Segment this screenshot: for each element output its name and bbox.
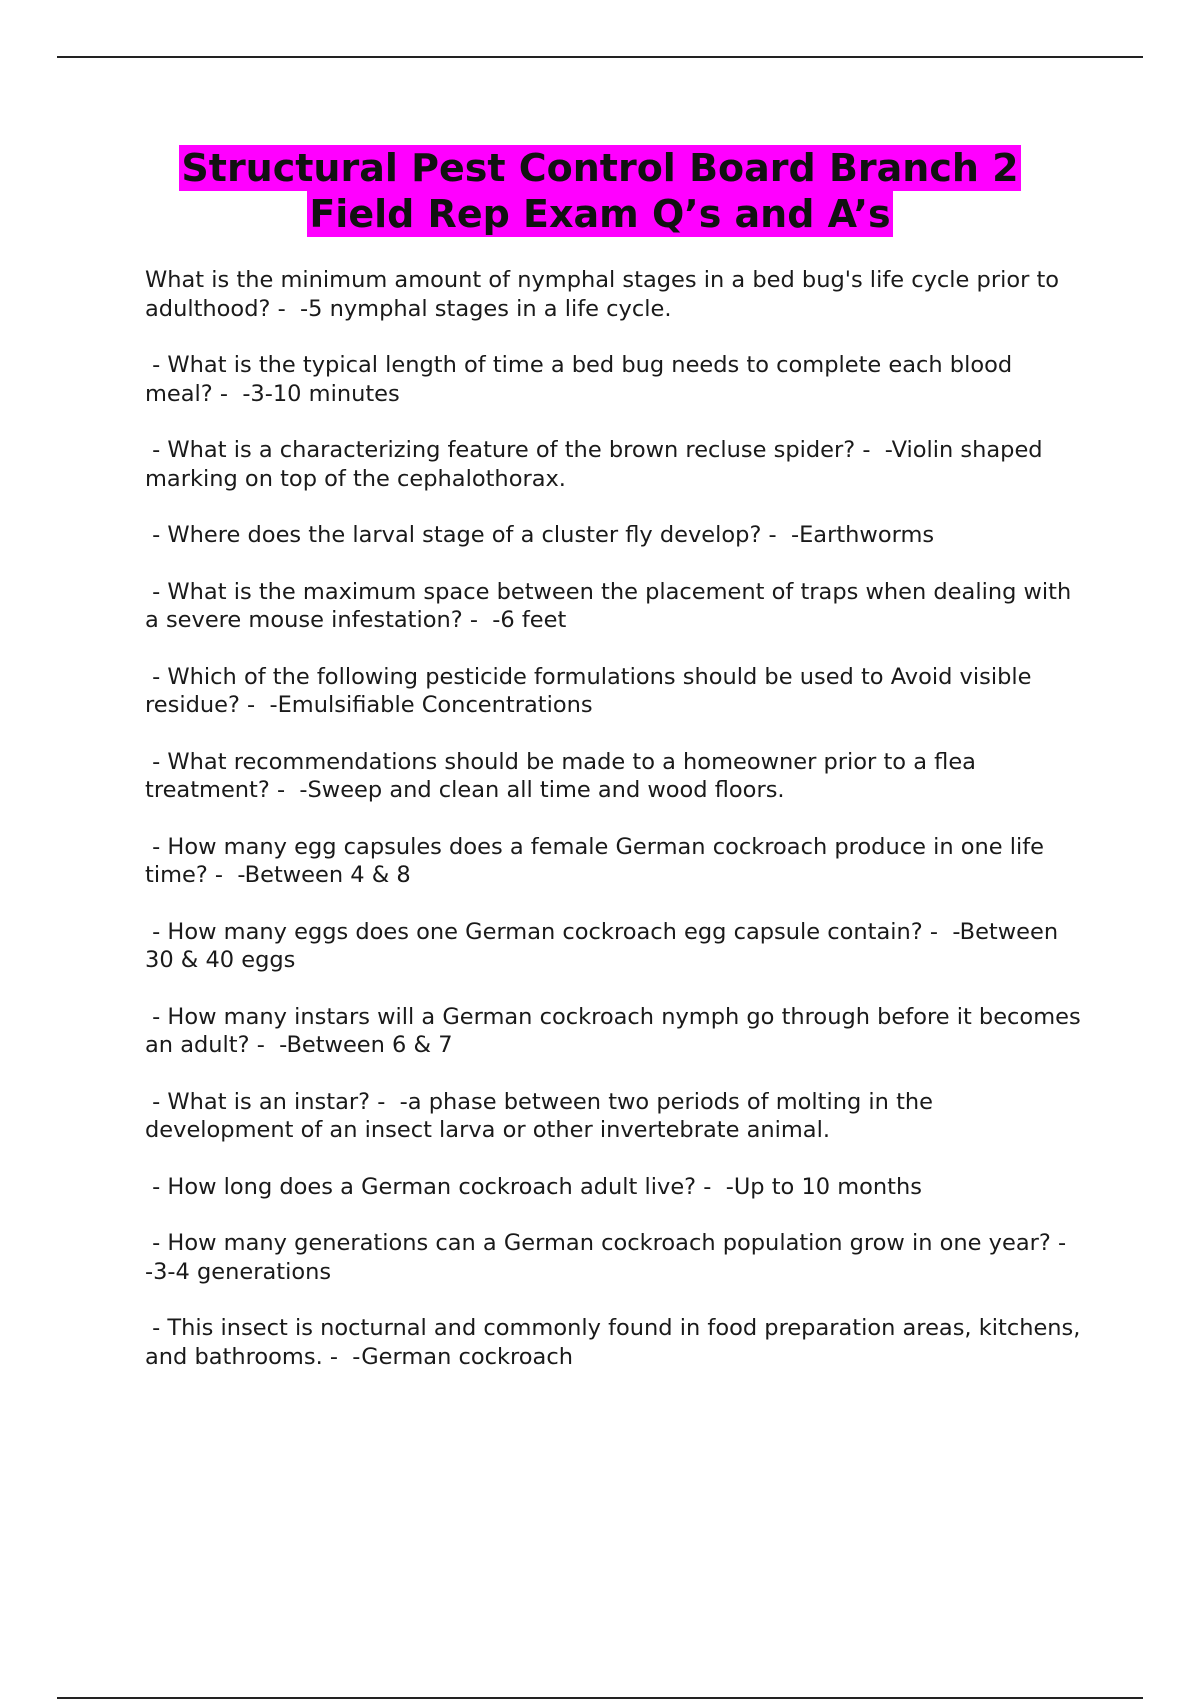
qa-list [145, 266, 1088, 1399]
qa-item: - Where does the larval stage of a cluster fly develop? - -Earthworms [145, 522, 935, 548]
qa-item: - How many instars will a German cockroach nymph go through before it becomes an adult? - -Between 6 & 7 [145, 1003, 1088, 1058]
qa-item: - How many egg capsules does a female German cockroach produce in one life time? - -Between 4 & 8 [145, 833, 1052, 888]
qa-item: - What is a characterizing feature of the brown recluse spider? - -Violin shaped marking on top of the cephalothorax. [145, 437, 1050, 492]
footer-rule [57, 1697, 1143, 1699]
qa-item: - What is the maximum space between the placement of traps when dealing with a severe mouse infestation? - -6 feet [145, 578, 1079, 633]
qa-item: - How many generations can a German cockroach population grow in one year? - -3-4 generations [145, 1230, 1081, 1285]
title-line-1: Structural Pest Control Board Branch 2 [181, 146, 1019, 190]
document-title [0, 145, 1200, 237]
qa-item: - What is the typical length of time a bed bug needs to complete each blood meal? - -3-10 minutes [145, 352, 1020, 407]
qa-item: - What is an instar? - -a phase between two periods of molting in the development of an insect larva or other invertebrate animal. [145, 1088, 941, 1143]
qa-item: What is the minimum amount of nymphal stages in a bed bug's life cycle prior to adulthood? - -5 nymphal stages in a life cycle. [145, 267, 1067, 322]
title-line-2: Field Rep Exam Q’s and A’s [309, 192, 891, 236]
qa-item: - This insect is nocturnal and commonly found in food preparation areas, kitchens, and bathrooms. - -German cockroach [145, 1315, 1088, 1370]
header-rule [57, 56, 1143, 58]
qa-item: - How long does a German cockroach adult live? - -Up to 10 months [145, 1173, 922, 1200]
qa-item: - How many eggs does one German cockroach egg capsule contain? - -Between 30 & 40 eggs [145, 918, 1066, 973]
qa-item: - Which of the following pesticide formulations should be used to Avoid visible residue? - -Emulsifiable Concentrations [145, 663, 1039, 718]
qa-item: - What recommendations should be made to a homeowner prior to a flea treatment? - -Sweep and clean all time and wood floors. [145, 748, 984, 803]
